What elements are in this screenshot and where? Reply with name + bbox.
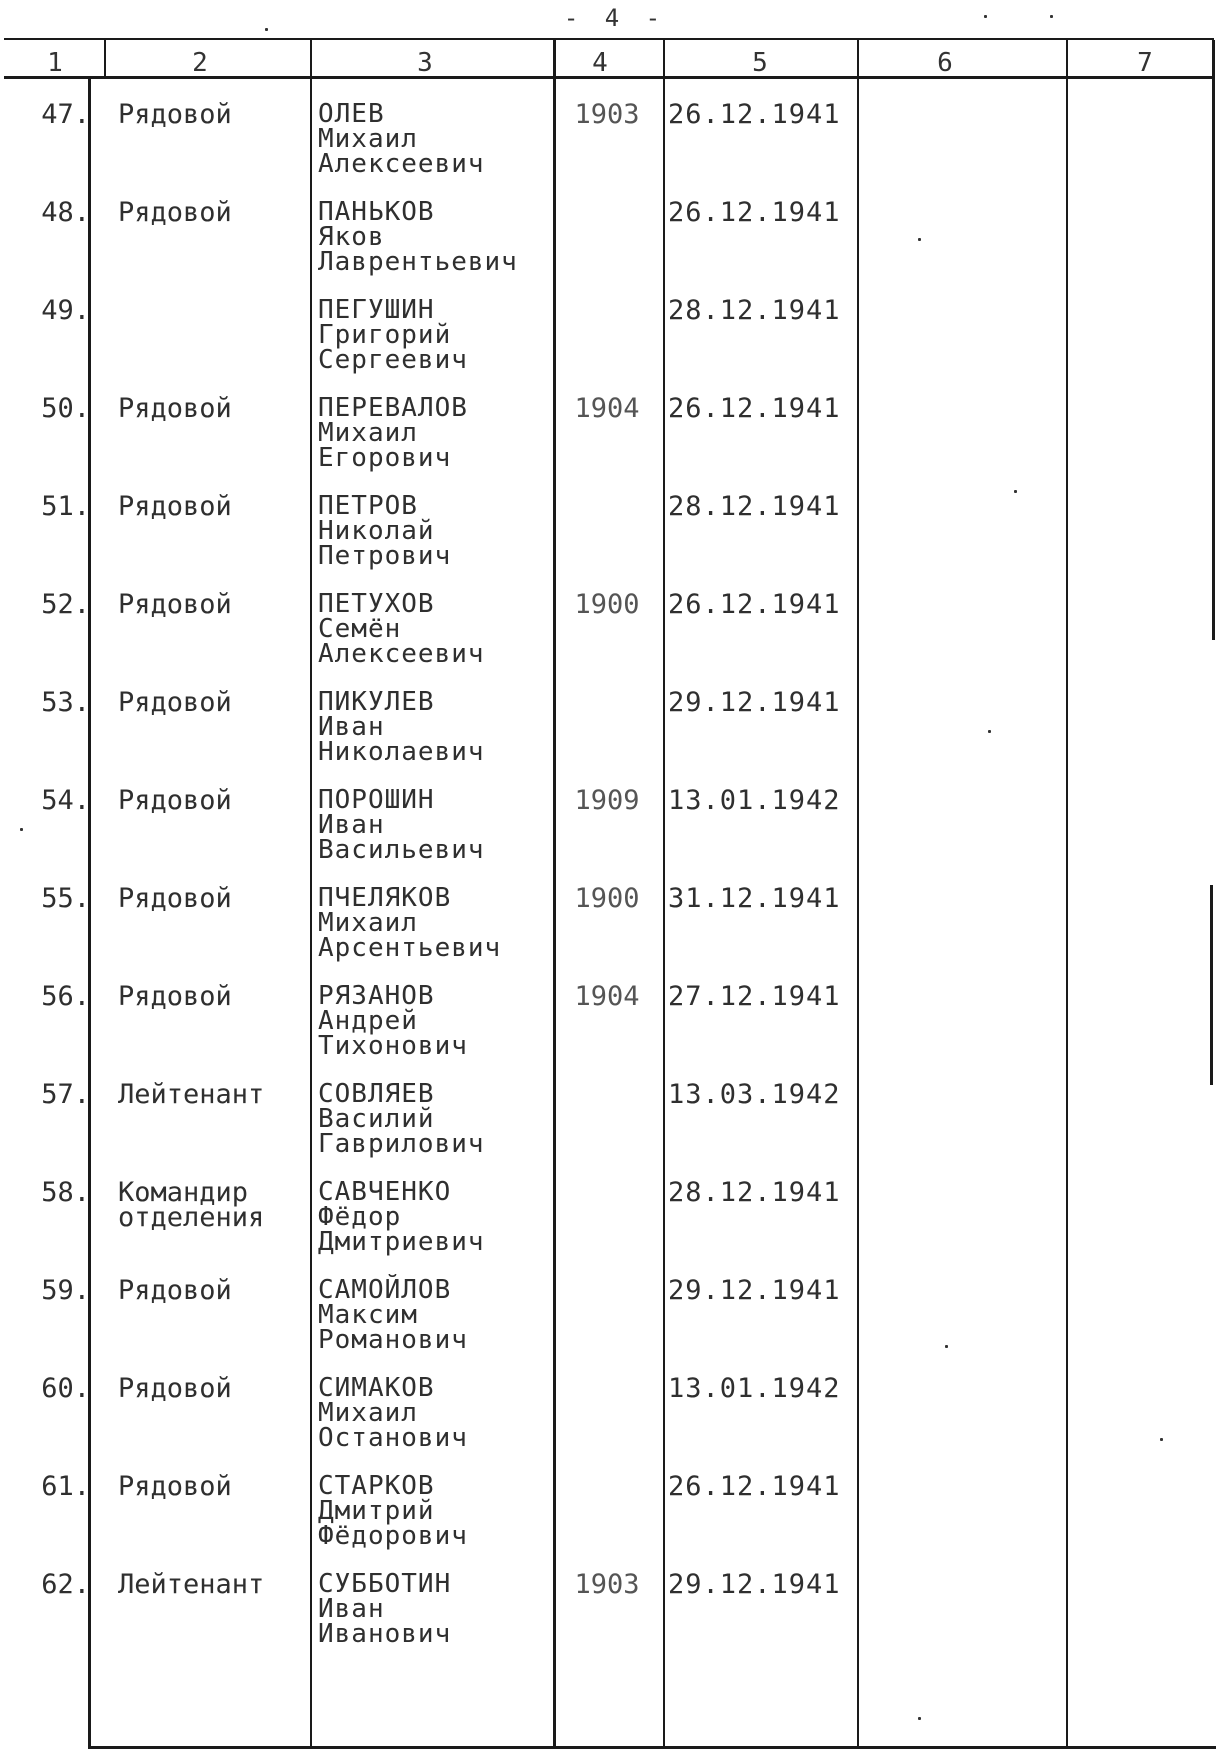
date: 13.01.1942 — [668, 785, 841, 816]
column-header-3: 3 — [417, 48, 433, 78]
rank: Рядовой — [118, 393, 232, 424]
patronymic: Алексеевич — [318, 639, 485, 669]
given-name: Григорий — [318, 320, 452, 350]
row-number: 62. — [41, 1569, 90, 1600]
given-name: Михаил — [318, 1398, 418, 1428]
rank: Лейтенант — [118, 1079, 265, 1110]
patronymic: Егорович — [318, 443, 452, 473]
given-name: Михаил — [318, 418, 418, 448]
given-name: Николай — [318, 516, 435, 546]
patronymic: Васильевич — [318, 835, 485, 865]
date: 27.12.1941 — [668, 981, 841, 1012]
date: 29.12.1941 — [668, 1569, 841, 1600]
birth-year: 1900 — [574, 883, 640, 914]
full-name — [318, 589, 548, 669]
surname: СУББОТИН — [318, 1569, 452, 1599]
given-name: Андрей — [318, 1006, 418, 1036]
scan-speck — [1160, 1438, 1163, 1441]
row-number: 51. — [41, 491, 90, 522]
surname: СИМАКОВ — [318, 1373, 435, 1403]
surname: ПЕТУХОВ — [318, 589, 435, 619]
row-number: 56. — [41, 981, 90, 1012]
date: 28.12.1941 — [668, 295, 841, 326]
given-name: Дмитрий — [318, 1496, 435, 1526]
table-row — [0, 981, 1216, 1082]
rank: Рядовой — [118, 99, 232, 130]
rank: Рядовой — [118, 981, 232, 1012]
full-name — [318, 1373, 548, 1453]
row-number: 49. — [41, 295, 90, 326]
patronymic: Петрович — [318, 541, 452, 571]
patronymic: Сергеевич — [318, 345, 468, 375]
birth-year: 1904 — [574, 393, 640, 424]
birth-year: 1909 — [574, 785, 640, 816]
full-name — [318, 1275, 548, 1355]
rank: Командир отделения — [118, 1177, 265, 1233]
rank: Рядовой — [118, 1373, 232, 1404]
scan-speck — [20, 828, 23, 831]
scan-speck — [918, 238, 921, 241]
birth-year: 1900 — [574, 589, 640, 620]
patronymic: Фёдорович — [318, 1521, 468, 1551]
row-number: 53. — [41, 687, 90, 718]
full-name — [318, 393, 548, 473]
row-number: 61. — [41, 1471, 90, 1502]
given-name: Иван — [318, 810, 385, 840]
row-number: 52. — [41, 589, 90, 620]
rank: Рядовой — [118, 197, 232, 228]
surname: ОЛЕВ — [318, 99, 385, 129]
date: 26.12.1941 — [668, 393, 841, 424]
surname: ПЧЕЛЯКОВ — [318, 883, 452, 913]
given-name: Яков — [318, 222, 385, 252]
table-row — [0, 1569, 1216, 1670]
surname: САВЧЕНКО — [318, 1177, 452, 1207]
table-row — [0, 491, 1216, 592]
given-name: Иван — [318, 1594, 385, 1624]
table-row — [0, 1373, 1216, 1474]
surname: ПАНЬКОВ — [318, 197, 435, 227]
scan-speck — [945, 1345, 948, 1348]
surname: СОВЛЯЕВ — [318, 1079, 435, 1109]
date: 26.12.1941 — [668, 589, 841, 620]
date: 28.12.1941 — [668, 491, 841, 522]
patronymic: Дмитриевич — [318, 1227, 485, 1257]
given-name: Михаил — [318, 124, 418, 154]
surname: ПЕТРОВ — [318, 491, 418, 521]
given-name: Иван — [318, 712, 385, 742]
date: 28.12.1941 — [668, 1177, 841, 1208]
row-number: 58. — [41, 1177, 90, 1208]
surname: ПОРОШИН — [318, 785, 435, 815]
row-number: 48. — [41, 197, 90, 228]
patronymic: Николаевич — [318, 737, 485, 767]
date: 31.12.1941 — [668, 883, 841, 914]
patronymic: Тихонович — [318, 1031, 468, 1061]
patronymic: Гаврилович — [318, 1129, 485, 1159]
patronymic: Останович — [318, 1423, 468, 1453]
full-name — [318, 491, 548, 571]
date: 26.12.1941 — [668, 1471, 841, 1502]
birth-year: 1903 — [574, 1569, 640, 1600]
full-name — [318, 883, 548, 963]
row-number: 60. — [41, 1373, 90, 1404]
rank: Рядовой — [118, 589, 232, 620]
rank: Лейтенант — [118, 1569, 265, 1600]
surname: РЯЗАНОВ — [318, 981, 435, 1011]
birth-year: 1904 — [574, 981, 640, 1012]
table-row — [0, 589, 1216, 690]
row-number: 57. — [41, 1079, 90, 1110]
patronymic: Иванович — [318, 1619, 452, 1649]
full-name — [318, 1177, 548, 1257]
column-header-2: 2 — [192, 48, 208, 78]
surname: ПЕРЕВАЛОВ — [318, 393, 468, 423]
column-header-4: 4 — [592, 48, 608, 78]
row-number: 47. — [41, 99, 90, 130]
date: 29.12.1941 — [668, 687, 841, 718]
column-header-6: 6 — [937, 48, 953, 78]
table-row — [0, 687, 1216, 788]
patronymic: Лаврентьевич — [318, 247, 518, 277]
table-row — [0, 1079, 1216, 1180]
rank: Рядовой — [118, 1471, 232, 1502]
table-row — [0, 785, 1216, 886]
date: 29.12.1941 — [668, 1275, 841, 1306]
patronymic: Романович — [318, 1325, 468, 1355]
scan-speck — [265, 28, 268, 31]
given-name: Семён — [318, 614, 402, 644]
full-name — [318, 1471, 548, 1551]
given-name: Максим — [318, 1300, 418, 1330]
full-name — [318, 981, 548, 1061]
surname: СТАРКОВ — [318, 1471, 435, 1501]
top-border — [4, 38, 1214, 40]
surname: ПИКУЛЕВ — [318, 687, 435, 717]
date: 13.01.1942 — [668, 1373, 841, 1404]
table-row — [0, 393, 1216, 494]
date: 26.12.1941 — [668, 99, 841, 130]
full-name — [318, 1079, 548, 1159]
bottom-border — [88, 1746, 1216, 1749]
row-number: 50. — [41, 393, 90, 424]
full-name — [318, 785, 548, 865]
table-row — [0, 295, 1216, 396]
birth-year: 1903 — [574, 99, 640, 130]
column-divider-1 — [104, 40, 106, 78]
surname: ПЕГУШИН — [318, 295, 435, 325]
rank: Рядовой — [118, 883, 232, 914]
table-row — [0, 1177, 1216, 1278]
row-number: 59. — [41, 1275, 90, 1306]
column-header-7: 7 — [1137, 48, 1153, 78]
scan-speck — [918, 1717, 921, 1720]
table-row — [0, 197, 1216, 298]
page-number: - 4 - — [563, 4, 667, 32]
date: 26.12.1941 — [668, 197, 841, 228]
full-name — [318, 295, 548, 375]
scan-speck — [1014, 490, 1017, 493]
row-number: 54. — [41, 785, 90, 816]
scan-speck — [1050, 15, 1053, 18]
full-name — [318, 99, 548, 179]
patronymic: Алексеевич — [318, 149, 485, 179]
rank: Рядовой — [118, 687, 232, 718]
scan-speck — [984, 15, 987, 18]
full-name — [318, 687, 548, 767]
column-header-1: 1 — [47, 48, 63, 78]
given-name: Михаил — [318, 908, 418, 938]
rank: Рядовой — [118, 491, 232, 522]
row-number: 55. — [41, 883, 90, 914]
table-row — [0, 99, 1216, 200]
date: 13.03.1942 — [668, 1079, 841, 1110]
scan-speck — [988, 730, 991, 733]
patronymic: Арсентьевич — [318, 933, 502, 963]
table-row — [0, 883, 1216, 984]
table-row — [0, 1275, 1216, 1376]
given-name: Фёдор — [318, 1202, 402, 1232]
given-name: Василий — [318, 1104, 435, 1134]
rank: Рядовой — [118, 785, 232, 816]
surname: САМОЙЛОВ — [318, 1275, 452, 1305]
rank: Рядовой — [118, 1275, 232, 1306]
table-row — [0, 1471, 1216, 1572]
full-name — [318, 1569, 548, 1649]
full-name — [318, 197, 548, 277]
column-header-5: 5 — [752, 48, 768, 78]
